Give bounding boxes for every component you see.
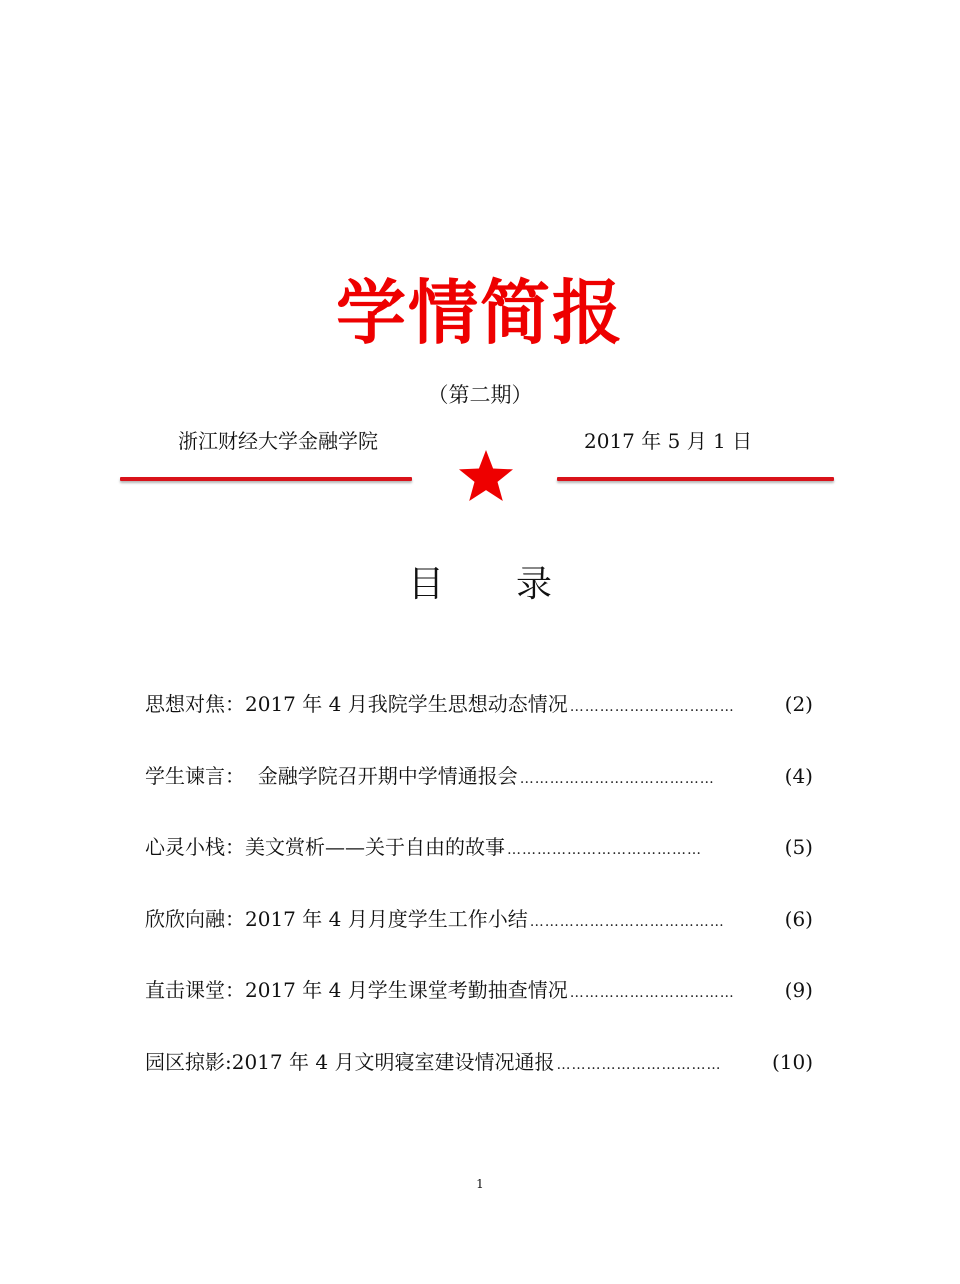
toc-item-separator: ： [225,692,245,716]
toc-item-category: 心灵小栈 [145,835,225,859]
divider-rule-right [557,477,834,481]
toc-item-category: 思想对焦 [145,692,225,716]
page-number: 1 [476,1177,484,1191]
toc-item-category: 学生谏言 [145,763,225,788]
toc-item-page: (4) [784,763,813,788]
publish-date: 2017 年 5 月 1 日 [584,429,753,453]
toc-item[interactable] [145,972,813,1044]
toc-item-leader: …………………………… [569,699,735,715]
star-icon [456,448,516,504]
toc-heading: 目 录 [407,564,552,605]
toc-item-page: (2) [784,692,813,716]
toc-item-separator: ： [225,978,245,1002]
toc-item-title: 2017 年 4 月学生课堂考勤抽查情况 [245,978,568,1002]
toc-item-title: 美文赏析——关于自由的故事 [245,835,505,859]
toc-item-title: 2017 年 4 月我院学生思想动态情况 [245,692,568,716]
toc-item[interactable] [145,901,813,973]
toc-item-separator: ： [225,906,245,931]
toc-item-leader: ………………………………… [507,842,702,858]
toc-item[interactable] [145,758,813,830]
toc-item-title: 2017 年 4 月文明寝室建设情况通报 [231,1049,555,1074]
divider-rule-left [120,477,412,481]
toc-item-title: 金融学院召开期中学情通报会 [257,763,518,788]
toc-item-category: 欣欣向融 [145,906,225,931]
toc-item-category: 直击课堂 [145,978,225,1002]
bulletin-title: 学情简报 [336,272,624,354]
toc-item-separator: ： [225,835,245,859]
toc-item-page: (10) [771,1049,813,1074]
toc-item-category: 园区掠影 [145,1049,225,1074]
toc-item-separator: : [225,1049,232,1074]
toc-list [145,686,813,1115]
toc-item-page: (6) [784,906,813,931]
toc-item-leader: …………………………… [569,985,735,1001]
issue-number: （第二期） [427,383,533,407]
toc-item-separator: ： [225,763,258,788]
toc-item[interactable] [145,829,813,901]
toc-item-leader: …………………………… [556,1056,722,1073]
toc-item-leader: ………………………………… [519,770,715,787]
toc-item[interactable] [145,1044,813,1116]
toc-item[interactable] [145,686,813,758]
toc-item-page: (5) [784,835,813,859]
toc-item-page: (9) [784,978,813,1002]
organization-name: 浙江财经大学金融学院 [178,429,378,453]
toc-item-title: 2017 年 4 月月度学生工作小结 [245,906,528,931]
toc-item-leader: ………………………………… [529,913,725,930]
